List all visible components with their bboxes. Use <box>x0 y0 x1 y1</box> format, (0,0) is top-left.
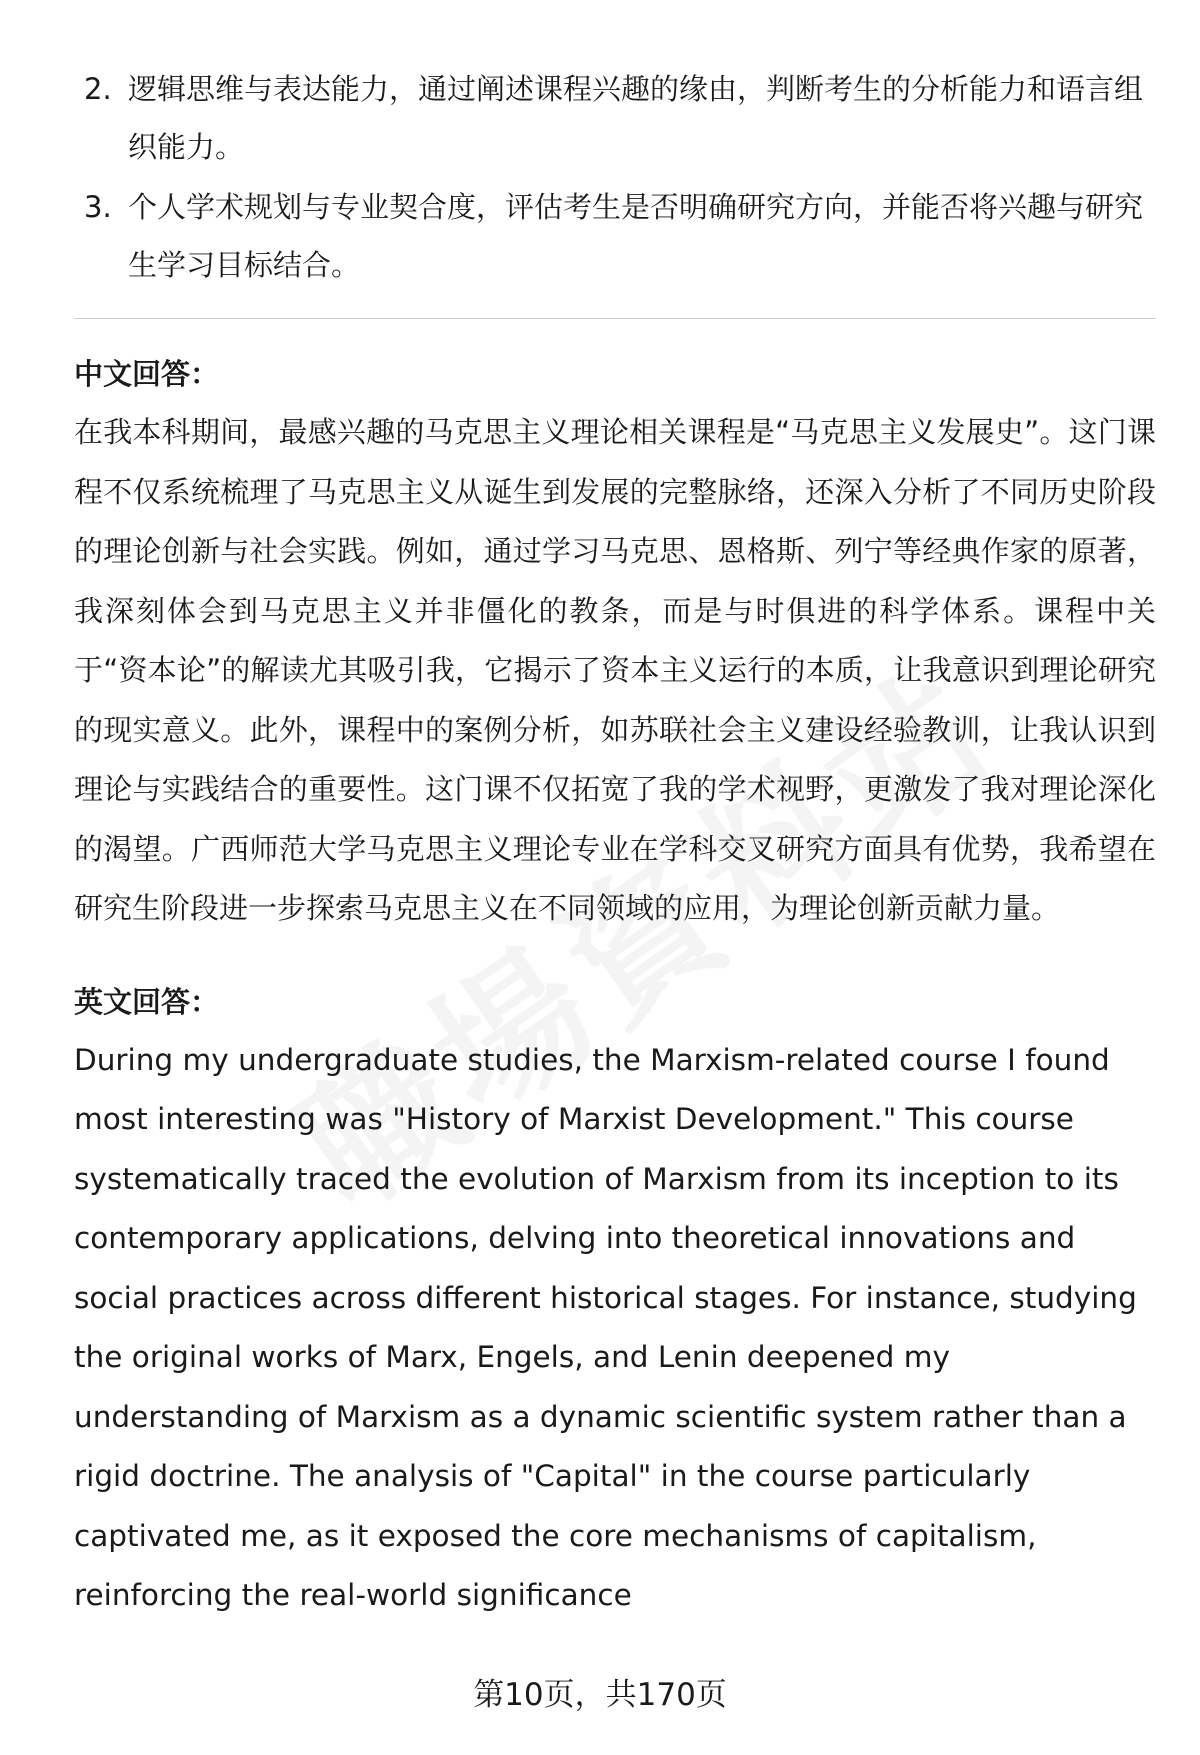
list-item-text: 个人学术规划与专业契合度，评估考生是否明确研究方向，并能否将兴趣与研究生学习目标结合。 <box>128 190 1144 282</box>
page-number: 第10页，共170页 <box>473 1677 727 1713</box>
english-answer-body: During my undergraduate studies, the Marxism-related course I found most interesting was "History of Marxist Development." This course systematically traced the evolution of Marxism from its inception to its contemporary applications, delving into theoretical innovations and social practices across different historical stages. For instance, studying the original works of Marx, Engels, and Lenin deepened my understanding of Marxism as a dynamic scientific system rather than a rigid doctrine. The analysis of "Capital" in the course particularly captivated me, as it exposed the core mechanisms of capitalism, reinforcing the real-world significance <box>74 1042 1137 1612</box>
list-item-number: 3. <box>84 190 112 224</box>
list-item-number: 2. <box>84 72 112 106</box>
chinese-answer-heading: 中文回答： <box>74 357 220 391</box>
section-divider <box>74 318 1156 319</box>
criteria-list <box>74 60 1156 294</box>
list-item <box>74 178 1156 294</box>
english-answer-heading: 英文回答： <box>74 984 220 1019</box>
list-item-text: 逻辑思维与表达能力，通过阐述课程兴趣的缘由，判断考生的分析能力和语言组织能力。 <box>128 72 1144 164</box>
list-item <box>74 60 1156 176</box>
chinese-answer-body: 在我本科期间，最感兴趣的马克思主义理论相关课程是“马克思主义发展史”。这门课程不仅系统梳理了马克思主义从诞生到发展的完整脉络，还深入分析了不同历史阶段的理论创新与社会实践。例如，通过学习马克思、恩格斯、列宁等经典作家的原著，我深刻体会到马克思主义并非僵化的教条，而是与时俱进的科学体系。课程中关于“资本论”的解读尤其吸引我，它揭示了资本主义运行的本质，让我意识到理论研究的现实意义。此外，课程中的案例分析，如苏联社会主义建设经验教训，让我认识到理论与实践结合的重要性。这门课不仅拓宽了我的学术视野，更激发了我对理论深化的渴望。广西师范大学马克思主义理论专业在学科交叉研究方面具有优势，我希望在研究生阶段进一步探索马克思主义在不同领域的应用，为理论创新贡献力量。 <box>74 415 1156 925</box>
page-content <box>74 60 1156 1626</box>
